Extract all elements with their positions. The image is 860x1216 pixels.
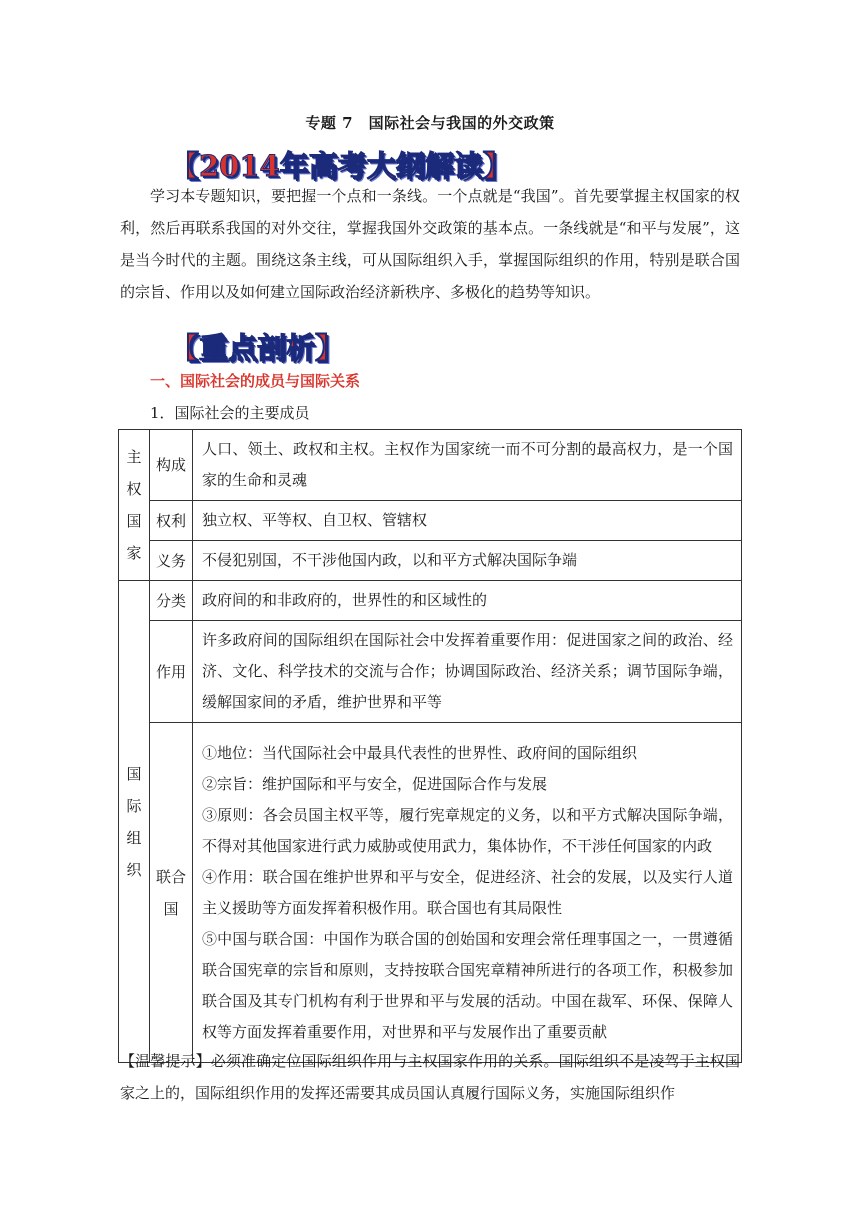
tip-text: 必须准确定位国际组织作用与主权国家作用的关系。国际组织不是凌驾于主权国家之上的，国际组织作用的发挥还需要其成员国认真履行国际义务，实施国际组织作 [120,1052,740,1102]
row-label: 权利 [150,501,193,541]
group-char: 国 [126,512,142,530]
group-cell-sovereign [119,430,150,581]
group-char: 织 [126,860,142,879]
table-row [119,723,742,1063]
group-char: 际 [126,796,142,815]
subsection-heading: 1．国际社会的主要成员 [150,404,310,422]
table-row [119,501,742,541]
row-label: 义务 [150,541,193,581]
group-char: 主 [126,448,142,466]
intro-paragraph: 学习本专题知识，要把握一个点和一条线。一个点就是“我国”。首先要掌握主权国家的权利，然后再联系我国的对外交往，掌握我国外交政策的基本点。一条线就是“和平与发展”，这是当今时代的主题。围绕这条主线，可从国际组织入手，掌握国际组织的作用，特别是联合国的宗旨、作用以及如何建立国际政治经济新秩序、多极化的趋势等知识。 [120,187,740,301]
un-line-status: ①地位：当代国际社会中最具代表性的世界性、政府间的国际组织 [202,743,638,762]
un-line-purpose: ②宗旨：维护国际和平与安全，促进国际合作与发展 [202,774,548,793]
table-row [119,581,742,621]
group-cell-orgs [119,581,150,1063]
group-char: 家 [126,544,142,562]
members-table [118,429,742,1063]
row-label: 构成 [150,430,193,501]
label-part: 联合 [155,867,186,886]
row-content: 许多政府间的国际组织在国际社会中发挥着重要作用：促进国家之间的政治、经济、文化、科学技术的交流与合作；协调国际政治、经济关系；调节国际争端，缓解国家间的矛盾，维护世界和平等 [193,621,742,723]
group-char: 权 [126,480,142,498]
label-part: 国 [163,899,179,918]
table-row [119,621,742,723]
un-line-principle: ③原则：各会员国主权平等，履行宪章规定的义务，以和平方式解决国际争端，不得对其他国家进行武力威胁或使用武力，集体协作，不干涉任何国家的内政 [202,805,733,855]
tip-paragraph [120,1045,740,1109]
document-title: 专题 7 国际社会与我国的外交政策 [305,114,555,132]
row-label: 作用 [150,621,193,723]
tip-tag: 【温馨提示】 [120,1052,211,1070]
group-char: 国 [126,764,142,783]
row-content: 独立权、平等权、自卫权、管辖权 [193,501,742,541]
banner-outline-interpretation: 【2014年高考大纲解读】 [170,149,512,183]
table-row [119,430,742,501]
section-heading: 一、国际社会的成员与国际关系 [150,372,361,390]
group-char: 组 [126,828,142,847]
table-row [119,541,742,581]
row-content: 人口、领土、政权和主权。主权作为国家统一而不可分割的最高权力，是一个国家的生命和灵魂 [193,430,742,501]
row-label: 分类 [150,581,193,621]
row-label-un [150,723,193,1063]
row-content: 政府间的和非政府的，世界性的和区域性的 [193,581,742,621]
un-content [193,723,742,1063]
un-line-role: ④作用：联合国在维护世界和平与安全，促进经济、社会的发展，以及实行人道主义援助等方面发挥着积极作用。联合国也有其局限性 [202,867,733,917]
row-content: 不侵犯别国，不干涉他国内政，以和平方式解决国际争端 [193,541,742,581]
banner-key-analysis: 【重点剖析】 [170,331,345,365]
un-line-china: ⑤中国与联合国：中国作为联合国的创始国和安理会常任理事国之一，一贯遵循联合国宪章的宗旨和原则，支持按联合国宪章精神所进行的各项工作，积极参加联合国及其专门机构有利于世界和平与发展的活动。中国在裁军、环保、保障人权等方面发挥着重要作用，对世界和平与发展作出了重要贡献 [202,929,733,1041]
